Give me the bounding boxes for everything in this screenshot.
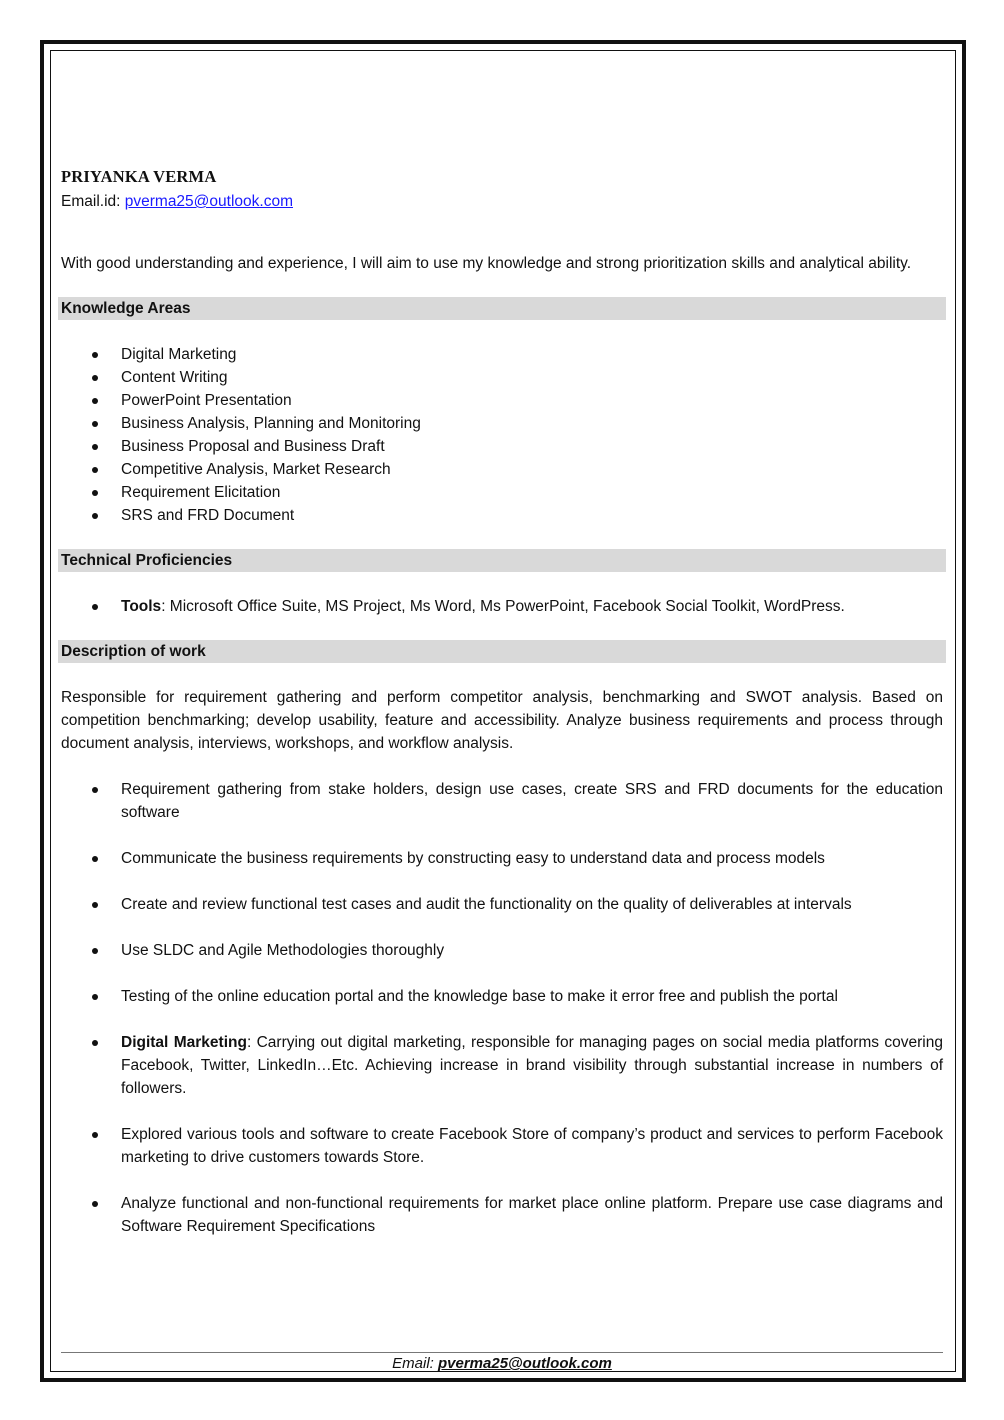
- email-line: [61, 190, 943, 213]
- list-item: [61, 504, 943, 527]
- list-item-text: Testing of the online education portal and the knowledge base to make it error free and publish the portal: [121, 988, 838, 1005]
- tools-label: Tools: [121, 598, 162, 615]
- list-item: [61, 778, 943, 824]
- resume-content: [61, 166, 943, 1238]
- work-list: [61, 778, 943, 1238]
- list-item-text: Competitive Analysis, Market Research: [121, 461, 391, 478]
- tools-text: : Microsoft Office Suite, MS Project, Ms Word, Ms PowerPoint, Facebook Social Toolkit, WordPress.: [161, 598, 845, 615]
- objective-text: With good understanding and experience, I will aim to use my knowledge and strong prioritization skills and analytical ability.: [61, 255, 912, 272]
- list-item: [61, 389, 943, 412]
- technical-list: [61, 595, 943, 618]
- bullet-icon: [92, 604, 98, 610]
- list-item: [61, 1192, 943, 1238]
- email-link[interactable]: pverma25@outlook.com: [124, 193, 293, 210]
- list-item-text: Use SLDC and Agile Methodologies thoroughly: [121, 942, 445, 959]
- section-header-knowledge-areas: Knowledge Areas: [58, 297, 946, 320]
- list-item-text: Content Writing: [121, 369, 228, 386]
- bullet-icon: [92, 1040, 98, 1046]
- work-summary: Responsible for requirement gathering and perform competitor analysis, benchmarking and SWOT analysis. Based on competition benchmarking; develop usability, feature and accessibility. Analyze business requirements and process through document analysis, interviews, workshops, and workflow analysis.: [61, 689, 943, 752]
- list-item: [61, 985, 943, 1008]
- list-item-text: Explored various tools and software to create Facebook Store of company’s product and services to perform Facebook marketing to drive customers towards Store.: [121, 1126, 943, 1166]
- list-item-text: Requirement Elicitation: [121, 484, 281, 501]
- bullet-icon: [92, 352, 98, 358]
- list-item-text: Business Analysis, Planning and Monitoring: [121, 415, 421, 432]
- bullet-icon: [92, 856, 98, 862]
- bullet-icon: [92, 375, 98, 381]
- list-item: [61, 435, 943, 458]
- list-item: [61, 366, 943, 389]
- footer-divider: [61, 1352, 943, 1353]
- knowledge-areas-list: [61, 343, 943, 527]
- bullet-icon: [92, 948, 98, 954]
- footer-email-link[interactable]: pverma25@outlook.com: [438, 1355, 612, 1372]
- bullet-icon: [92, 1201, 98, 1207]
- list-item-text: Create and review functional test cases and audit the functionality on the quality of deliverables at intervals: [121, 896, 852, 913]
- list-item-text: Communicate the business requirements by constructing easy to understand data and process models: [121, 850, 825, 867]
- list-item-text: Digital Marketing: [121, 346, 237, 363]
- list-item-text: Business Proposal and Business Draft: [121, 438, 385, 455]
- list-item: [61, 939, 943, 962]
- section-header-technical-proficiencies: Technical Proficiencies: [58, 549, 946, 572]
- list-item-text: Requirement gathering from stake holders, design use cases, create SRS and FRD documents for the education software: [121, 781, 943, 821]
- digital-marketing-text: : Carrying out digital marketing, responsible for managing pages on social media platforms covering Facebook, Twitter, LinkedIn…Etc. Achieving increase in brand visibility through substantial increase in numbers of followers.: [121, 1034, 943, 1097]
- list-item: [61, 343, 943, 366]
- bullet-icon: [92, 787, 98, 793]
- bullet-icon: [92, 490, 98, 496]
- digital-marketing-label: Digital Marketing: [121, 1034, 247, 1051]
- bullet-icon: [92, 1132, 98, 1138]
- list-item: [61, 458, 943, 481]
- bullet-icon: [92, 902, 98, 908]
- list-item-text: Analyze functional and non-functional requirements for market place online platform. Prepare use case diagrams and Software Requirement Specifications: [121, 1195, 943, 1235]
- list-item: [61, 481, 943, 504]
- list-item: [61, 847, 943, 870]
- bullet-icon: [92, 994, 98, 1000]
- bullet-icon: [92, 444, 98, 450]
- list-item-text: PowerPoint Presentation: [121, 392, 292, 409]
- candidate-name: PRIYANKA VERMA: [61, 167, 217, 186]
- list-item: [61, 595, 943, 618]
- bullet-icon: [92, 421, 98, 427]
- email-label: Email.id:: [61, 193, 125, 210]
- bullet-icon: [92, 467, 98, 473]
- list-item: [61, 893, 943, 916]
- list-item: [61, 1031, 943, 1100]
- footer-label: Email:: [392, 1355, 438, 1372]
- page-footer: [61, 1354, 943, 1374]
- bullet-icon: [92, 513, 98, 519]
- bullet-icon: [92, 398, 98, 404]
- section-header-description-of-work: Description of work: [58, 640, 946, 663]
- list-item: [61, 412, 943, 435]
- list-item: [61, 1123, 943, 1169]
- list-item-text: SRS and FRD Document: [121, 507, 295, 524]
